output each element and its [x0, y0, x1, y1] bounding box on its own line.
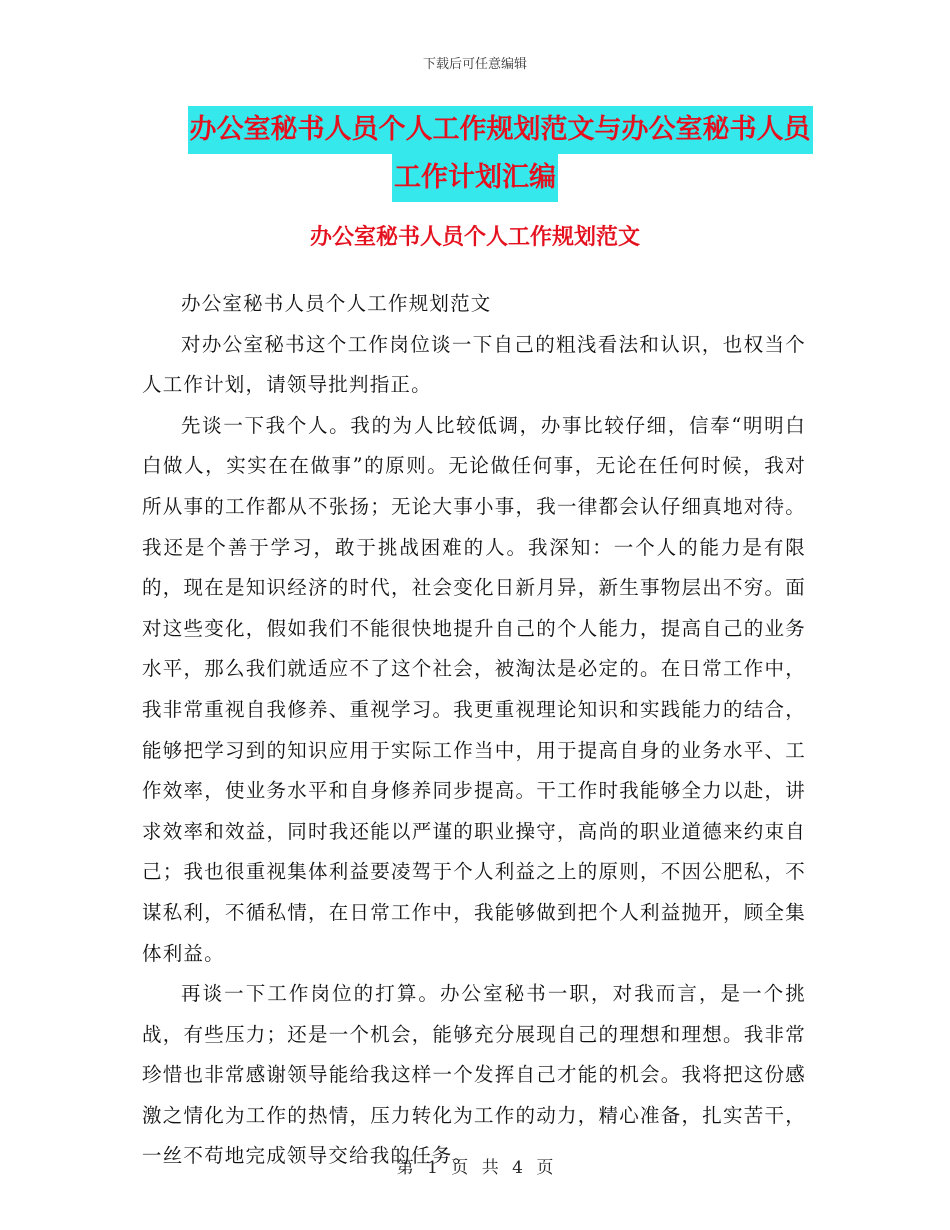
page-header-note: 下载后可任意编辑	[422, 57, 527, 72]
body-paragraph: 对办公室秘书这个工作岗位谈一下自己的粗浅看法和认识，也权当个人工作计划，请领导批判指正。	[142, 332, 806, 397]
document-title-line-2: 工作计划汇编	[392, 154, 558, 202]
section-title: 办公室秘书人员个人工作规划范文	[309, 225, 640, 250]
body-paragraph: 办公室秘书人员个人工作规划范文	[181, 292, 492, 315]
page-number: 第 1 页 共 4 页	[396, 1158, 554, 1178]
document-body	[142, 284, 806, 1177]
document-title-line-1: 办公室秘书人员个人工作规划范文与办公室秘书人员	[188, 106, 813, 154]
document-title	[0, 106, 950, 202]
body-paragraph: 先谈一下我个人。我的为人比较低调，办事比较仔细，信奉“明明白白做人，实实在在做事”的原则。无论做任何事，无论在任何时候，我对所从事的工作都从不张扬；无论大事小事，我一律都会认仔细真地对待。我还是个善于学习，敢于挑战困难的人。我深知：一个人的能力是有限的，现在是知识经济的时代，社会变化日新月异，新生事物层出不穷。面对这些变化，假如我们不能很快地提升自己的个人能力，提高自己的业务水平，那么我们就适应不了这个社会，被淘汰是必定的。在日常工作中，我非常重视自我修养、重视学习。我更重视理论知识和实践能力的结合，能够把学习到的知识应用于实际工作当中，用于提高自身的业务水平、工作效率，使业务水平和自身修养同步提高。干工作时我能够全力以赴，讲求效率和效益，同时我还能以严谨的职业操守，高尚的职业道德来约束自己；我也很重视集体利益要凌驾于个人利益之上的原则，不因公肥私，不谋私利，不循私情，在日常工作中，我能够做到把个人利益抛开，顾全集体利益。	[142, 413, 806, 965]
body-paragraph: 再谈一下工作岗位的打算。办公室秘书一职，对我而言，是一个挑战，有些压力；还是一个机会，能够充分展现自己的理想和理想。我非常珍惜也非常感谢领导能给我这样一个发挥自己才能的机会。我将把这份感激之情化为工作的热情，压力转化为工作的动力，精心准备，扎实苦干，一丝不苟地完成领导交给我的任务。	[142, 982, 806, 1168]
